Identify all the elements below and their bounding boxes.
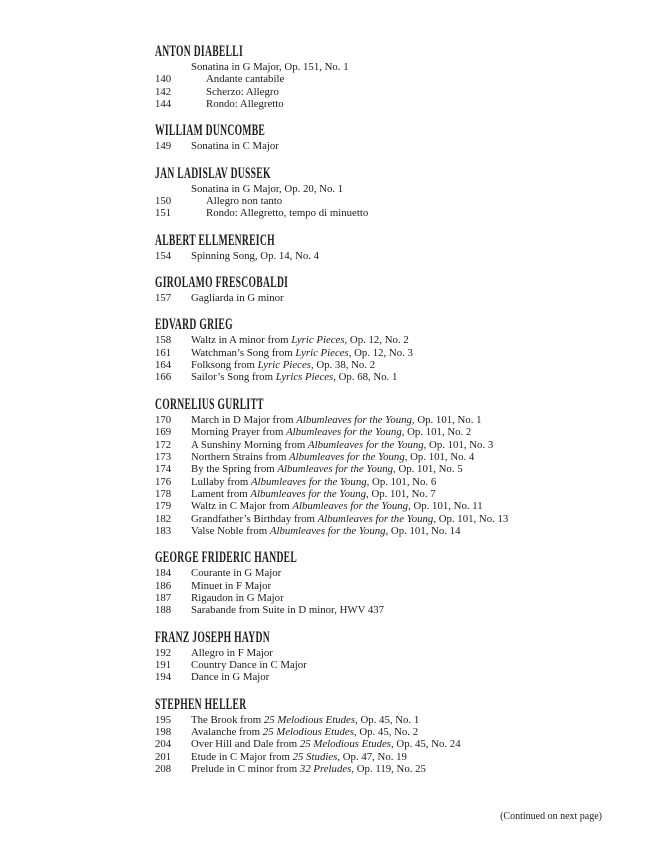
collection-title: Albumleaves for the Young: [292, 500, 409, 513]
composer-section: [155, 123, 630, 152]
composer-name: GEORGE FRIDERIC HANDEL: [155, 549, 298, 567]
piece-title: Waltz in A minor from Lyric Pieces, Op. 12, No. 2: [191, 334, 409, 347]
toc-entry: [155, 592, 630, 604]
piece-title: Waltz in C Major from Albumleaves for the Young, Op. 101, No. 11: [191, 500, 483, 513]
piece-title: Morning Prayer from Albumleaves for the Young, Op. 101, No. 2: [191, 426, 472, 439]
page-number: 161: [155, 346, 172, 359]
toc-group-title: [155, 183, 630, 195]
toc-entry: [155, 451, 630, 463]
page-number: 142: [155, 85, 172, 98]
continued-note: (Continued on next page): [500, 811, 602, 822]
collection-title: 25 Melodious Etudes: [263, 713, 356, 726]
composer-section: [155, 697, 630, 776]
piece-title: Prelude in C minor from 32 Preludes, Op. 119, No. 25: [191, 763, 426, 776]
page-number: [155, 183, 191, 195]
piece-title: Sarabande from Suite in D minor, HWV 437: [191, 604, 385, 617]
piece-title: Valse Noble from Albumleaves for the Young, Op. 101, No. 14: [191, 524, 461, 537]
toc-entry: [155, 751, 630, 763]
page-number: 183: [155, 524, 172, 537]
page-number: 174: [155, 463, 172, 476]
page-number: 157: [155, 292, 172, 305]
toc-entry: [155, 207, 630, 219]
collection-title: Lyric Pieces: [257, 359, 311, 372]
collection-title: Albumleaves for the Young: [296, 413, 412, 426]
page-number: 186: [155, 579, 172, 592]
composer-name: STEPHEN HELLER: [155, 695, 247, 713]
piece-title: Watchman’s Song from Lyric Pieces, Op. 12, No. 3: [191, 346, 413, 359]
page-number: 144: [155, 98, 172, 111]
page-number: 154: [155, 249, 172, 262]
composer-section: [155, 630, 630, 684]
page-number: 172: [155, 438, 172, 451]
page-number: 173: [155, 450, 172, 463]
page-number: 195: [155, 713, 172, 726]
collection-title: 25 Melodious Etudes: [262, 726, 354, 738]
piece-title: Sonatina in C Major: [191, 140, 279, 153]
toc-entry: [155, 292, 630, 304]
piece-title: Folksong from Lyric Pieces, Op. 38, No. 2: [191, 359, 376, 372]
page-number: 164: [155, 359, 172, 372]
piece-title: Sonatina in G Major, Op. 151, No. 1: [191, 61, 349, 73]
piece-title: Lament from Albumleaves for the Young, Op. 101, No. 7: [191, 487, 436, 500]
collection-title: Albumleaves for the Young: [250, 475, 367, 488]
page-number: 188: [155, 604, 172, 617]
piece-title: Andante cantabile: [206, 73, 285, 86]
collection-title: Lyrics Pieces: [275, 371, 334, 384]
composer-name: ANTON DIABELLI: [155, 43, 244, 60]
toc-entry: [155, 334, 630, 346]
piece-title: Country Dance in C Major: [191, 658, 307, 671]
piece-title: Allegro non tanto: [206, 195, 283, 208]
page-number: 170: [155, 413, 172, 426]
piece-title: The Brook from 25 Melodious Etudes, Op. 45, No. 1: [191, 713, 420, 726]
piece-title: Sailor’s Song from Lyrics Pieces, Op. 68, No. 1: [191, 371, 398, 384]
toc-entry: [155, 738, 630, 750]
toc-entry: [155, 525, 630, 537]
composer-section: [155, 317, 630, 383]
toc-content: [155, 44, 630, 775]
piece-title: Sonatina in G Major, Op. 20, No. 1: [191, 182, 344, 195]
collection-title: Albumleaves for the Young: [317, 512, 434, 525]
toc-entry: [155, 580, 630, 592]
toc-entry: [155, 659, 630, 671]
collection-title: Albumleaves for the Young: [286, 426, 402, 439]
toc-entry: [155, 513, 630, 525]
page-number: 169: [155, 426, 172, 439]
toc-entry: [155, 426, 630, 438]
piece-title: Minuet in F Major: [191, 579, 272, 592]
page-number: 140: [155, 73, 172, 86]
toc-entry: [155, 86, 630, 98]
piece-title: Rondo: Allegretto, tempo di minuetto: [206, 207, 369, 220]
toc-entry: [155, 250, 630, 262]
page-number: 201: [155, 750, 172, 763]
toc-entry: [155, 371, 630, 383]
piece-title: Lullaby from Albumleaves for the Young, Op. 101, No. 6: [191, 475, 437, 488]
toc-entry: [155, 726, 630, 738]
piece-title: By the Spring from Albumleaves for the Young, Op. 101, No. 5: [191, 463, 463, 476]
piece-title: Etude in C Major from 25 Studies, Op. 47, No. 19: [191, 750, 407, 763]
toc-entry: [155, 476, 630, 488]
toc-entry: [155, 763, 630, 775]
page-number: 208: [155, 763, 172, 776]
toc-entry: [155, 359, 630, 371]
toc-entry: [155, 488, 630, 500]
toc-entry: [155, 463, 630, 475]
composer-name: CORNELIUS GURLITT: [155, 395, 264, 413]
piece-title: Rigaudon in G Major: [191, 591, 284, 604]
piece-title: Northern Strains from Albumleaves for the Young, Op. 101, No. 4: [191, 450, 475, 463]
composer-section: [155, 275, 630, 304]
piece-title: Courante in G Major: [191, 567, 282, 580]
toc-entry: [155, 414, 630, 426]
toc-entry: [155, 671, 630, 683]
composer-name: WILLIAM DUNCOMBE: [155, 122, 266, 140]
toc-entry: [155, 604, 630, 616]
piece-title: A Sunshiny Morning from Albumleaves for the Young, Op. 101, No. 3: [191, 438, 494, 451]
page-number: 149: [155, 140, 172, 153]
piece-title: March in D Major from Albumleaves for the Young, Op. 101, No. 1: [191, 413, 482, 426]
composer-section: [155, 44, 630, 110]
toc-entry: [155, 714, 630, 726]
page-number: 151: [155, 207, 172, 220]
toc-entry: [155, 647, 630, 659]
collection-title: Albumleaves for the Young: [250, 487, 367, 500]
composer-name: FRANZ JOSEPH HAYDN: [155, 628, 270, 646]
toc-entry: [155, 500, 630, 512]
page-number: 194: [155, 671, 172, 684]
collection-title: 25 Studies: [292, 750, 338, 763]
page-number: 204: [155, 738, 172, 751]
piece-title: Spinning Song, Op. 14, No. 4: [191, 249, 320, 262]
page-number: 191: [155, 658, 172, 671]
toc-entry: [155, 73, 630, 85]
toc-entry: [155, 140, 630, 152]
collection-title: Albumleaves for the Young: [307, 438, 424, 451]
toc-group-title: [155, 61, 630, 73]
piece-title: Grandfather’s Birthday from Albumleaves for the Young, Op. 101, No. 13: [191, 512, 509, 525]
composer-name: GIROLAMO FRESCOBALDI: [155, 274, 289, 292]
composer-name: ALBERT ELLMENREICH: [155, 231, 275, 249]
composer-name: EDVARD GRIEG: [155, 316, 233, 334]
collection-title: Lyric Pieces: [291, 334, 345, 347]
toc-entry: [155, 98, 630, 110]
piece-title: Scherzo: Allegro: [206, 85, 279, 98]
collection-title: Lyric Pieces: [295, 346, 349, 359]
piece-title: Rondo: Allegretto: [206, 98, 284, 111]
piece-title: Dance in G Major: [191, 671, 270, 684]
toc-entry: [155, 567, 630, 579]
composer-section: [155, 550, 630, 616]
piece-title: Gagliarda in G minor: [191, 292, 284, 305]
composer-section: [155, 397, 630, 537]
page-number: 178: [155, 487, 172, 500]
toc-entry: [155, 439, 630, 451]
page-number: 166: [155, 371, 172, 384]
collection-title: 25 Melodious Etudes: [299, 738, 392, 751]
composer-section: [155, 233, 630, 262]
collection-title: Albumleaves for the Young: [277, 463, 394, 476]
page-number: 179: [155, 500, 172, 513]
piece-title: Over Hill and Dale from 25 Melodious Etudes, Op. 45, No. 24: [191, 738, 461, 751]
page-number: 192: [155, 646, 172, 659]
page-number: 198: [155, 726, 172, 738]
piece-title: Allegro in F Major: [191, 646, 273, 659]
page-number: 176: [155, 475, 172, 488]
page-number: 158: [155, 334, 172, 347]
page-number: 182: [155, 512, 172, 525]
piece-title: Avalanche from 25 Melodious Etudes, Op. 45, No. 2: [191, 726, 419, 738]
page-number: [155, 61, 191, 73]
page-number: 150: [155, 195, 172, 208]
composer-section: [155, 166, 630, 220]
collection-title: 32 Preludes: [299, 763, 352, 776]
collection-title: Albumleaves for the Young: [289, 450, 405, 463]
page-number: 184: [155, 567, 172, 580]
collection-title: Albumleaves for the Young: [269, 524, 386, 537]
composer-name: JAN LADISLAV DUSSEK: [155, 164, 271, 182]
page-number: 187: [155, 591, 172, 604]
toc-entry: [155, 347, 630, 359]
toc-entry: [155, 195, 630, 207]
